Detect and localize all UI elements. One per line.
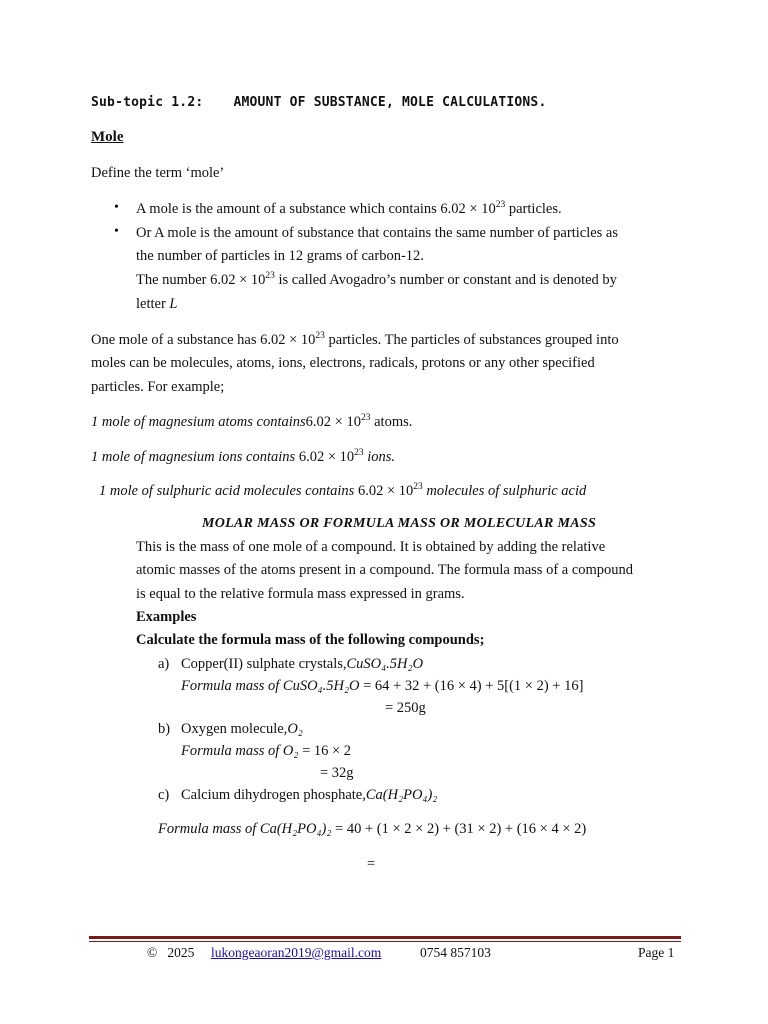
bullet-1-marker: • (114, 200, 119, 215)
avogadro-post: is called Avogadro’s number or constant and is denoted by (274, 272, 617, 288)
footer-email-link[interactable]: lukongeaoran2019@gmail.com (211, 945, 382, 960)
avogadro-line-2 (136, 296, 178, 313)
example-sulphuric-acid (99, 483, 586, 500)
molar-mass-line-3: is equal to the relative formula mass expressed in grams. (136, 586, 465, 602)
avogadro-exponent: 23 (265, 271, 275, 281)
item-a-formula: CuSO₄.5H₂O (346, 656, 424, 672)
ex2-post: ions. (363, 449, 396, 465)
mole-heading: Mole (91, 129, 124, 145)
bullet-1-exponent: 23 (495, 200, 506, 210)
item-c-label: Calcium dihydrogen phosphate, (181, 787, 366, 803)
item-a-text (181, 656, 423, 673)
bullet-1-post: particles. (505, 201, 562, 217)
footer-divider-thin (89, 941, 681, 942)
ex3-post: molecules of sulphuric acid (422, 483, 587, 499)
ex3-exponent: 23 (413, 482, 423, 492)
calculate-instruction: Calculate the formula mass of the following compounds; (136, 632, 485, 648)
ex2-italic: 1 mole of magnesium ions contains (91, 449, 299, 465)
subtopic-heading (91, 95, 546, 110)
footer-copyright: © 2025 (147, 945, 195, 960)
avogadro-letter-text: letter (136, 296, 170, 312)
item-c-calc-label: Formula mass of Ca(H₂PO₄)₂ (158, 821, 332, 837)
item-c-marker: c) (158, 787, 170, 803)
item-c-formula: Ca(H₂PO₄)₂ (365, 787, 438, 803)
item-b-calc-label: Formula mass of O₂ (181, 743, 299, 759)
avogadro-symbol: L (169, 296, 178, 312)
ex1-exponent: 23 (360, 413, 371, 423)
particles-paragraph-line-3: particles. For example; (91, 379, 225, 395)
bullet-1-pre: A mole is the amount of a substance which contains 6.02 × 10 (136, 201, 496, 217)
subtopic-label: Sub-topic 1.2: (91, 95, 204, 110)
item-c-calc-expr: = 40 + (1 × 2 × 2) + (31 × 2) + (16 × 4 × 2) (331, 821, 587, 837)
avogadro-pre: The number 6.02 × 10 (136, 272, 266, 288)
ex3-number: 6.02 × 10 (357, 483, 414, 499)
ex1-number: 6.02 × 10 (305, 414, 361, 430)
example-magnesium-atoms (91, 414, 412, 431)
footer-divider-thick (89, 936, 681, 939)
bullet-2-line-1: Or A mole is the amount of substance that contains the same number of particles as (136, 225, 619, 241)
ex2-exponent: 23 (354, 448, 364, 458)
subtopic-title: AMOUNT OF SUBSTANCE, MOLE CALCULATIONS. (233, 95, 547, 110)
item-b-calculation (181, 743, 351, 760)
item-b-result: = 32g (320, 765, 354, 781)
ex2-number: 6.02 × 10 (298, 449, 355, 465)
item-a-label: Copper(II) sulphate crystals, (181, 656, 347, 672)
item-c-text (181, 787, 437, 804)
para-pre: One mole of a substance has 6.02 × 10 (91, 332, 316, 348)
item-b-formula: O₂ (287, 721, 303, 737)
molar-mass-line-1: This is the mass of one mole of a compound. It is obtained by adding the relative (136, 539, 606, 555)
item-c-calculation (158, 821, 586, 838)
item-b-label: Oxygen molecule, (181, 721, 288, 737)
bullet-1-text (136, 201, 562, 218)
avogadro-line-1 (136, 272, 617, 289)
particles-paragraph-line-2: moles can be molecules, atoms, ions, electrons, radicals, protons or any other specified (91, 355, 595, 371)
ex1-italic: 1 mole of magnesium atoms contains (91, 414, 306, 430)
example-magnesium-ions (91, 449, 395, 466)
item-a-calculation (181, 678, 583, 695)
examples-label: Examples (136, 609, 197, 625)
item-b-text (181, 721, 303, 738)
para-post: particles. The particles of substances grouped into (324, 332, 619, 348)
footer-page-number: Page 1 (638, 945, 675, 960)
ex3-italic: 1 mole of sulphuric acid molecules contains (99, 483, 358, 499)
item-a-calc-expr: = 64 + 32 + (16 × 4) + 5[(1 × 2) + 16] (359, 678, 584, 694)
footer-phone: 0754 857103 (420, 945, 491, 960)
item-a-result: = 250g (385, 700, 426, 716)
item-b-calc-expr: = 16 × 2 (298, 743, 352, 759)
bullet-2-line-2: the number of particles in 12 grams of carbon-12. (136, 248, 424, 264)
particles-paragraph-line-1 (91, 332, 619, 349)
ex1-post: atoms. (370, 414, 413, 430)
item-c-result: = (367, 856, 376, 872)
item-b-marker: b) (158, 721, 171, 737)
item-a-marker: a) (158, 656, 170, 672)
molar-mass-title: MOLAR MASS OR FORMULA MASS OR MOLECULAR MASS (202, 516, 597, 531)
para-exponent: 23 (315, 331, 325, 341)
molar-mass-line-2: atomic masses of the atoms present in a compound. The formula mass of a compound (136, 562, 634, 578)
item-a-calc-label: Formula mass of CuSO₄.5H₂O (181, 678, 360, 694)
bullet-2-marker: • (114, 224, 119, 239)
define-prompt: Define the term ‘mole’ (91, 165, 225, 181)
